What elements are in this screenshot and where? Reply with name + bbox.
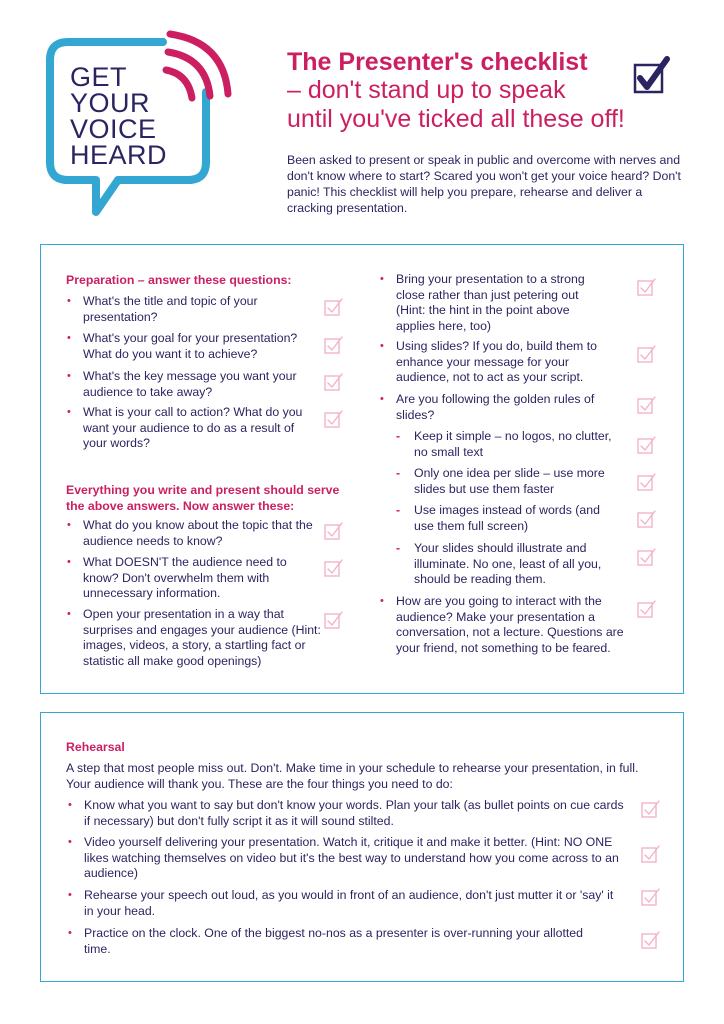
checklist-item: [67, 331, 323, 362]
checkbox-icon[interactable]: [637, 510, 657, 528]
checkbox-icon[interactable]: [324, 559, 344, 577]
checklist-item: [68, 888, 624, 919]
bullet-icon: •: [67, 370, 71, 382]
intro-paragraph: Been asked to present or speak in public and overcome with nerves and don't know where to start? Scared you won't get your voice heard? Don't panic! This checklist will help you prepare, rehearse and deliver a cracking presentation.: [287, 153, 681, 215]
bullet-icon: •: [67, 519, 71, 531]
checkbox-icon[interactable]: [641, 888, 661, 906]
logo-line: VOICE: [70, 114, 157, 144]
checklist-subitem-text: Only one idea per slide – use more slides but use them faster: [414, 466, 605, 496]
checklist-item-text: Bring your presentation to a strong close rather than just petering out (Hint: the hint in the point above applies here, too): [396, 272, 585, 333]
checkbox-icon[interactable]: [324, 611, 344, 629]
checklist-item: [68, 926, 604, 957]
checklist-subitem-text: Keep it simple – no logos, no clutter, no small text: [414, 429, 612, 459]
checkbox-icon[interactable]: [637, 396, 657, 414]
checklist-subitem: [396, 429, 614, 460]
bullet-icon: •: [67, 556, 71, 568]
page-subtitle-line2: until you've ticked all these off!: [287, 105, 625, 133]
dash-icon: -: [396, 429, 401, 443]
checkbox-icon[interactable]: [637, 278, 657, 296]
logo-line: GET: [70, 62, 128, 92]
everything-heading: Everything you write and present should serve the above answers. Now answer these:: [66, 483, 340, 513]
bullet-icon: •: [67, 406, 71, 418]
dash-icon: -: [396, 503, 401, 517]
checklist-item-text: Rehearse your speech out loud, as you would in front of an audience, don't just mutter it or 'say' it in your head.: [84, 888, 614, 918]
checklist-item-text: Using slides? If you do, build them to enhance your message for your audience, not to act as your script.: [396, 339, 597, 384]
checkbox-icon[interactable]: [324, 373, 344, 391]
checkbox-icon[interactable]: [637, 436, 657, 454]
bullet-icon: •: [380, 393, 384, 405]
dash-icon: -: [396, 541, 401, 555]
checkbox-icon[interactable]: [637, 548, 657, 566]
checkbox-icon[interactable]: [637, 600, 657, 618]
checkbox-icon[interactable]: [637, 473, 657, 491]
bullet-icon: •: [380, 340, 384, 352]
checklist-item: [68, 835, 624, 882]
logo-wordmark: [70, 64, 167, 168]
bullet-icon: •: [67, 332, 71, 344]
checklist-item: [380, 392, 601, 423]
checklist-subitem: [396, 466, 624, 497]
checklist-item-text: How are you going to interact with the audience? Make your presentation a conversation, not a lecture. Questions are your friend, not something to be feared.: [396, 594, 624, 655]
checklist-item-text: Are you following the golden rules of slides?: [396, 392, 595, 422]
checklist-subitem: [396, 503, 614, 534]
preparation-heading: Preparation – answer these questions:: [66, 273, 292, 287]
bullet-icon: •: [68, 836, 72, 848]
checkbox-icon[interactable]: [641, 845, 661, 863]
rehearsal-heading: Rehearsal: [66, 740, 125, 754]
checklist-item: [67, 607, 323, 669]
checkbox-icon[interactable]: [324, 336, 344, 354]
page-title: The Presenter's checklist: [287, 48, 588, 76]
checklist-item-text: What do you know about the topic that the audience needs to know?: [83, 518, 313, 548]
checkbox-icon[interactable]: [641, 800, 661, 818]
bullet-icon: •: [380, 595, 384, 607]
title-block: [287, 48, 697, 134]
checklist-item: [380, 594, 626, 656]
checklist-subitem-text: Use images instead of words (and use them full screen): [414, 503, 600, 533]
checkbox-icon[interactable]: [324, 410, 344, 428]
page-subtitle-line1: – don't stand up to speak: [287, 76, 566, 104]
checkbox-icon[interactable]: [637, 345, 657, 363]
checklist-item-text: Practice on the clock. One of the biggest no-nos as a presenter is over-running your allotted time.: [84, 926, 583, 956]
rehearsal-intro: A step that most people miss out. Don't. Make time in your schedule to rehearse your presentation, in full. Your audience will thank you. These are the four things you need to do:: [66, 761, 639, 791]
checklist-item-text: Open your presentation in a way that surprises and engages your audience (Hint: images, videos, a story, a startling fact or statistic all make good openings): [83, 607, 321, 668]
checklist-item-text: What DOESN'T the audience need to know? Don't overwhelm them with unnecessary information.: [83, 555, 287, 600]
logo-line: HEARD: [70, 140, 168, 170]
checklist-subitem: [396, 541, 619, 588]
bullet-icon: •: [67, 295, 71, 307]
bullet-icon: •: [380, 273, 384, 285]
checklist-item: [67, 294, 308, 325]
checklist-item-text: What is your call to action? What do you want your audience to do as a result of your words?: [83, 405, 303, 450]
checklist-item: [380, 339, 606, 386]
checklist-subitem-text: Your slides should illustrate and illuminate. No one, least of all you, should be reading them.: [414, 541, 602, 586]
checklist-item: [67, 369, 318, 400]
checklist-item-text: Video yourself delivering your presentation. Watch it, critique it and make it better. (Hint: NO ONE likes watching themselves on video but it's the best way to understand how you come across to an audience): [84, 835, 619, 880]
checklist-item: [67, 405, 308, 452]
checkbox-icon[interactable]: [641, 931, 661, 949]
checkbox-icon[interactable]: [324, 522, 344, 540]
bullet-icon: •: [68, 927, 72, 939]
checkbox-icon[interactable]: [324, 298, 344, 316]
checklist-item: [380, 272, 611, 334]
bullet-icon: •: [67, 608, 71, 620]
checklist-item-text: What's the key message you want your audience to take away?: [83, 369, 297, 399]
bullet-icon: •: [68, 799, 72, 811]
checklist-item: [67, 555, 308, 602]
checklist-item-text: What's the title and topic of your presentation?: [83, 294, 258, 324]
dash-icon: -: [396, 466, 401, 480]
checkbox-tick-icon: [633, 56, 671, 94]
checklist-item-text: Know what you want to say but don't know your words. Plan your talk (as bullet points on cue cards if necessary) but don't fully script it as it will sound stilted.: [84, 798, 624, 828]
checklist-item: [67, 518, 318, 549]
checklist-item: [68, 798, 624, 829]
logo-line: YOUR: [70, 88, 151, 118]
bullet-icon: •: [68, 889, 72, 901]
checklist-item-text: What's your goal for your presentation? What do you want it to achieve?: [83, 331, 298, 361]
